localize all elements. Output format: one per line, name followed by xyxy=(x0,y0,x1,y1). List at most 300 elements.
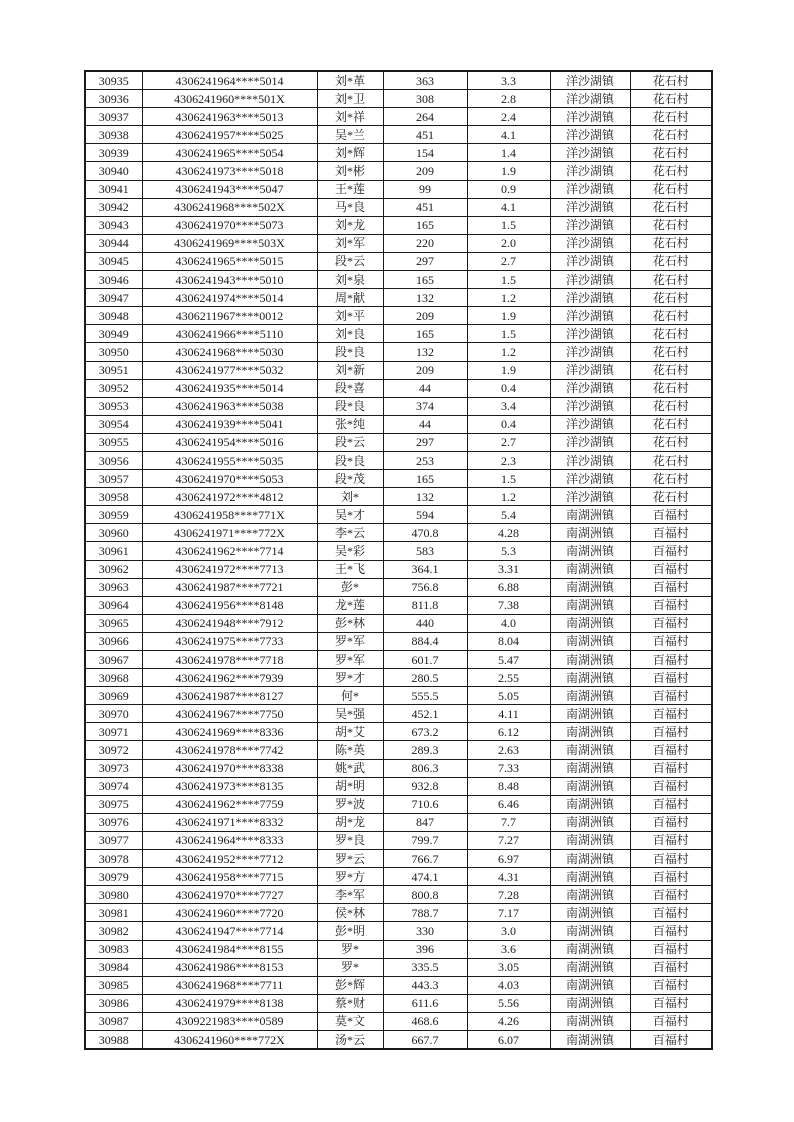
cell-village: 百福村 xyxy=(630,596,712,614)
cell-id-number: 4306241956****8148 xyxy=(142,596,317,614)
table-row xyxy=(85,1012,712,1030)
cell-seq: 30970 xyxy=(85,705,142,723)
cell-seq: 30953 xyxy=(85,397,142,415)
cell-name: 刘*彬 xyxy=(317,162,383,180)
cell-id-number: 4306241962****7939 xyxy=(142,669,317,687)
cell-amount: 297 xyxy=(383,252,467,270)
table-row xyxy=(85,252,712,270)
table-row xyxy=(85,162,712,180)
cell-id-number: 4306241964****8333 xyxy=(142,831,317,849)
table-row xyxy=(85,958,712,976)
table-row xyxy=(85,813,712,831)
table-row xyxy=(85,542,712,560)
cell-name: 胡*龙 xyxy=(317,813,383,831)
cell-rate: 2.63 xyxy=(467,741,550,759)
cell-name: 刘*祥 xyxy=(317,108,383,126)
cell-village: 花石村 xyxy=(630,379,712,397)
cell-amount: 594 xyxy=(383,506,467,524)
cell-id-number: 4306211967****0012 xyxy=(142,307,317,325)
cell-rate: 4.11 xyxy=(467,705,550,723)
cell-town: 洋沙湖镇 xyxy=(550,379,630,397)
cell-amount: 806.3 xyxy=(383,759,467,777)
cell-rate: 0.4 xyxy=(467,415,550,433)
table-row xyxy=(85,488,712,506)
cell-name: 周*献 xyxy=(317,289,383,307)
cell-id-number: 4306241948****7912 xyxy=(142,614,317,632)
cell-name: 段*云 xyxy=(317,433,383,451)
cell-seq: 30988 xyxy=(85,1030,142,1049)
table-row xyxy=(85,560,712,578)
cell-id-number: 4306241978****7718 xyxy=(142,651,317,669)
cell-town: 洋沙湖镇 xyxy=(550,488,630,506)
cell-seq: 30951 xyxy=(85,361,142,379)
cell-town: 南湖洲镇 xyxy=(550,614,630,632)
cell-amount: 756.8 xyxy=(383,578,467,596)
cell-seq: 30949 xyxy=(85,325,142,343)
cell-village: 百福村 xyxy=(630,904,712,922)
cell-id-number: 4306241939****5041 xyxy=(142,415,317,433)
cell-rate: 5.05 xyxy=(467,687,550,705)
cell-seq: 30945 xyxy=(85,252,142,270)
cell-rate: 1.9 xyxy=(467,307,550,325)
cell-rate: 1.4 xyxy=(467,144,550,162)
cell-rate: 2.55 xyxy=(467,669,550,687)
cell-amount: 440 xyxy=(383,614,467,632)
cell-seq: 30947 xyxy=(85,289,142,307)
cell-village: 百福村 xyxy=(630,795,712,813)
cell-id-number: 4306241947****7714 xyxy=(142,922,317,940)
cell-town: 南湖洲镇 xyxy=(550,596,630,614)
cell-amount: 766.7 xyxy=(383,850,467,868)
cell-name: 刘*军 xyxy=(317,234,383,252)
cell-rate: 7.28 xyxy=(467,886,550,904)
cell-village: 百福村 xyxy=(630,976,712,994)
cell-rate: 1.5 xyxy=(467,271,550,289)
cell-amount: 44 xyxy=(383,415,467,433)
cell-rate: 0.4 xyxy=(467,379,550,397)
cell-amount: 788.7 xyxy=(383,904,467,922)
cell-town: 洋沙湖镇 xyxy=(550,361,630,379)
cell-id-number: 4306241962****7714 xyxy=(142,542,317,560)
cell-name: 段*良 xyxy=(317,343,383,361)
cell-village: 百福村 xyxy=(630,1012,712,1030)
cell-name: 罗*军 xyxy=(317,632,383,650)
cell-village: 百福村 xyxy=(630,687,712,705)
table-row xyxy=(85,271,712,289)
cell-name: 段*良 xyxy=(317,451,383,469)
cell-name: 罗* xyxy=(317,940,383,958)
cell-id-number: 4306241963****5013 xyxy=(142,108,317,126)
table-row xyxy=(85,669,712,687)
cell-seq: 30965 xyxy=(85,614,142,632)
table-row xyxy=(85,705,712,723)
cell-name: 罗*云 xyxy=(317,850,383,868)
cell-seq: 30961 xyxy=(85,542,142,560)
cell-town: 洋沙湖镇 xyxy=(550,108,630,126)
table-row xyxy=(85,289,712,307)
cell-seq: 30982 xyxy=(85,922,142,940)
cell-rate: 7.38 xyxy=(467,596,550,614)
cell-rate: 3.05 xyxy=(467,958,550,976)
table-row xyxy=(85,108,712,126)
cell-seq: 30941 xyxy=(85,180,142,198)
cell-amount: 99 xyxy=(383,180,467,198)
cell-amount: 474.1 xyxy=(383,868,467,886)
cell-id-number: 4306241960****7720 xyxy=(142,904,317,922)
cell-town: 南湖洲镇 xyxy=(550,813,630,831)
cell-amount: 44 xyxy=(383,379,467,397)
table-row xyxy=(85,795,712,813)
cell-amount: 396 xyxy=(383,940,467,958)
cell-town: 南湖洲镇 xyxy=(550,904,630,922)
cell-name: 陈*英 xyxy=(317,741,383,759)
cell-village: 百福村 xyxy=(630,868,712,886)
cell-id-number: 4306241965****5054 xyxy=(142,144,317,162)
cell-id-number: 4306241954****5016 xyxy=(142,433,317,451)
cell-amount: 555.5 xyxy=(383,687,467,705)
cell-name: 李*云 xyxy=(317,524,383,542)
cell-seq: 30938 xyxy=(85,126,142,144)
cell-amount: 451 xyxy=(383,198,467,216)
cell-amount: 443.3 xyxy=(383,976,467,994)
cell-seq: 30963 xyxy=(85,578,142,596)
table-row xyxy=(85,415,712,433)
cell-seq: 30967 xyxy=(85,651,142,669)
cell-id-number: 4306241984****8155 xyxy=(142,940,317,958)
cell-id-number: 4306241978****7742 xyxy=(142,741,317,759)
cell-seq: 30942 xyxy=(85,198,142,216)
cell-seq: 30972 xyxy=(85,741,142,759)
cell-seq: 30983 xyxy=(85,940,142,958)
cell-rate: 1.9 xyxy=(467,361,550,379)
cell-amount: 289.3 xyxy=(383,741,467,759)
cell-town: 南湖洲镇 xyxy=(550,741,630,759)
cell-village: 花石村 xyxy=(630,307,712,325)
table-row xyxy=(85,976,712,994)
cell-rate: 5.47 xyxy=(467,651,550,669)
cell-rate: 4.1 xyxy=(467,198,550,216)
cell-id-number: 4306241955****5035 xyxy=(142,451,317,469)
cell-name: 罗*军 xyxy=(317,651,383,669)
cell-town: 洋沙湖镇 xyxy=(550,451,630,469)
cell-id-number: 4306241986****8153 xyxy=(142,958,317,976)
cell-amount: 209 xyxy=(383,307,467,325)
cell-village: 花石村 xyxy=(630,234,712,252)
cell-amount: 710.6 xyxy=(383,795,467,813)
table-row xyxy=(85,343,712,361)
table-row xyxy=(85,886,712,904)
cell-town: 洋沙湖镇 xyxy=(550,289,630,307)
cell-town: 南湖洲镇 xyxy=(550,632,630,650)
cell-name: 刘*新 xyxy=(317,361,383,379)
cell-rate: 3.31 xyxy=(467,560,550,578)
cell-seq: 30975 xyxy=(85,795,142,813)
cell-rate: 5.56 xyxy=(467,994,550,1012)
cell-town: 洋沙湖镇 xyxy=(550,433,630,451)
benefit-table xyxy=(84,70,713,1050)
table-row xyxy=(85,524,712,542)
cell-amount: 611.6 xyxy=(383,994,467,1012)
cell-town: 洋沙湖镇 xyxy=(550,71,630,90)
cell-seq: 30979 xyxy=(85,868,142,886)
table-row xyxy=(85,198,712,216)
cell-rate: 6.07 xyxy=(467,1030,550,1049)
cell-id-number: 4306241960****772X xyxy=(142,1030,317,1049)
cell-name: 彭*辉 xyxy=(317,976,383,994)
table-row xyxy=(85,470,712,488)
cell-village: 百福村 xyxy=(630,777,712,795)
cell-name: 刘* xyxy=(317,488,383,506)
cell-rate: 6.88 xyxy=(467,578,550,596)
cell-name: 李*军 xyxy=(317,886,383,904)
cell-rate: 7.7 xyxy=(467,813,550,831)
cell-seq: 30958 xyxy=(85,488,142,506)
cell-id-number: 4306241970****5073 xyxy=(142,216,317,234)
cell-seq: 30944 xyxy=(85,234,142,252)
cell-town: 南湖洲镇 xyxy=(550,723,630,741)
cell-town: 洋沙湖镇 xyxy=(550,397,630,415)
cell-village: 花石村 xyxy=(630,162,712,180)
table-row xyxy=(85,940,712,958)
cell-seq: 30981 xyxy=(85,904,142,922)
cell-seq: 30977 xyxy=(85,831,142,849)
cell-name: 莫*文 xyxy=(317,1012,383,1030)
cell-rate: 8.04 xyxy=(467,632,550,650)
table-row xyxy=(85,71,712,90)
cell-village: 花石村 xyxy=(630,397,712,415)
cell-seq: 30939 xyxy=(85,144,142,162)
cell-town: 南湖洲镇 xyxy=(550,578,630,596)
cell-village: 百福村 xyxy=(630,831,712,849)
cell-village: 花石村 xyxy=(630,126,712,144)
cell-seq: 30935 xyxy=(85,71,142,90)
cell-town: 南湖洲镇 xyxy=(550,922,630,940)
table-row xyxy=(85,433,712,451)
cell-name: 罗*才 xyxy=(317,669,383,687)
cell-seq: 30986 xyxy=(85,994,142,1012)
table-row xyxy=(85,831,712,849)
cell-rate: 3.0 xyxy=(467,922,550,940)
cell-name: 吴*才 xyxy=(317,506,383,524)
cell-amount: 308 xyxy=(383,90,467,108)
cell-amount: 132 xyxy=(383,289,467,307)
cell-town: 南湖洲镇 xyxy=(550,976,630,994)
cell-id-number: 4306241958****7715 xyxy=(142,868,317,886)
cell-amount: 451 xyxy=(383,126,467,144)
cell-town: 南湖洲镇 xyxy=(550,705,630,723)
cell-name: 何* xyxy=(317,687,383,705)
cell-amount: 165 xyxy=(383,216,467,234)
cell-id-number: 4306241973****5018 xyxy=(142,162,317,180)
cell-village: 花石村 xyxy=(630,180,712,198)
table-row xyxy=(85,451,712,469)
cell-amount: 264 xyxy=(383,108,467,126)
table-row xyxy=(85,361,712,379)
cell-village: 花石村 xyxy=(630,90,712,108)
cell-amount: 363 xyxy=(383,71,467,90)
cell-name: 刘*龙 xyxy=(317,216,383,234)
cell-town: 洋沙湖镇 xyxy=(550,325,630,343)
cell-seq: 30956 xyxy=(85,451,142,469)
cell-name: 马*良 xyxy=(317,198,383,216)
cell-village: 花石村 xyxy=(630,325,712,343)
cell-village: 花石村 xyxy=(630,451,712,469)
cell-town: 南湖洲镇 xyxy=(550,868,630,886)
table-row xyxy=(85,868,712,886)
cell-seq: 30937 xyxy=(85,108,142,126)
cell-seq: 30987 xyxy=(85,1012,142,1030)
cell-rate: 8.48 xyxy=(467,777,550,795)
cell-town: 洋沙湖镇 xyxy=(550,144,630,162)
cell-village: 百福村 xyxy=(630,669,712,687)
cell-rate: 4.28 xyxy=(467,524,550,542)
cell-id-number: 4306241970****7727 xyxy=(142,886,317,904)
cell-name: 刘*平 xyxy=(317,307,383,325)
cell-town: 南湖洲镇 xyxy=(550,850,630,868)
cell-village: 百福村 xyxy=(630,560,712,578)
cell-town: 洋沙湖镇 xyxy=(550,343,630,361)
cell-amount: 847 xyxy=(383,813,467,831)
cell-name: 段*茂 xyxy=(317,470,383,488)
cell-town: 洋沙湖镇 xyxy=(550,234,630,252)
cell-rate: 1.9 xyxy=(467,162,550,180)
cell-rate: 3.6 xyxy=(467,940,550,958)
cell-town: 洋沙湖镇 xyxy=(550,162,630,180)
table-row xyxy=(85,614,712,632)
cell-name: 段*良 xyxy=(317,397,383,415)
cell-village: 百福村 xyxy=(630,940,712,958)
cell-rate: 6.12 xyxy=(467,723,550,741)
cell-amount: 601.7 xyxy=(383,651,467,669)
cell-seq: 30966 xyxy=(85,632,142,650)
cell-town: 洋沙湖镇 xyxy=(550,470,630,488)
cell-amount: 470.8 xyxy=(383,524,467,542)
table-row xyxy=(85,759,712,777)
table-row xyxy=(85,379,712,397)
cell-seq: 30973 xyxy=(85,759,142,777)
cell-village: 百福村 xyxy=(630,651,712,669)
cell-name: 侯*林 xyxy=(317,904,383,922)
cell-id-number: 4306241971****8332 xyxy=(142,813,317,831)
table-row xyxy=(85,723,712,741)
cell-id-number: 4306241968****7711 xyxy=(142,976,317,994)
cell-village: 百福村 xyxy=(630,506,712,524)
cell-amount: 799.7 xyxy=(383,831,467,849)
cell-rate: 6.46 xyxy=(467,795,550,813)
cell-town: 南湖洲镇 xyxy=(550,994,630,1012)
cell-rate: 4.0 xyxy=(467,614,550,632)
cell-amount: 165 xyxy=(383,325,467,343)
cell-id-number: 4306241977****5032 xyxy=(142,361,317,379)
cell-village: 花石村 xyxy=(630,252,712,270)
cell-amount: 884.4 xyxy=(383,632,467,650)
cell-seq: 30980 xyxy=(85,886,142,904)
cell-name: 王*飞 xyxy=(317,560,383,578)
cell-rate: 1.2 xyxy=(467,289,550,307)
cell-rate: 1.5 xyxy=(467,325,550,343)
table-row xyxy=(85,850,712,868)
table-row xyxy=(85,144,712,162)
cell-id-number: 4306241963****5038 xyxy=(142,397,317,415)
cell-amount: 165 xyxy=(383,271,467,289)
cell-amount: 330 xyxy=(383,922,467,940)
cell-seq: 30960 xyxy=(85,524,142,542)
cell-id-number: 4306241969****8336 xyxy=(142,723,317,741)
cell-amount: 583 xyxy=(383,542,467,560)
cell-id-number: 4306241987****7721 xyxy=(142,578,317,596)
table-row xyxy=(85,777,712,795)
cell-id-number: 4306241979****8138 xyxy=(142,994,317,1012)
cell-rate: 4.1 xyxy=(467,126,550,144)
table-row xyxy=(85,307,712,325)
cell-village: 百福村 xyxy=(630,886,712,904)
cell-name: 汤*云 xyxy=(317,1030,383,1049)
cell-name: 刘*革 xyxy=(317,71,383,90)
cell-rate: 4.03 xyxy=(467,976,550,994)
table-row xyxy=(85,216,712,234)
cell-id-number: 4306241952****7712 xyxy=(142,850,317,868)
cell-amount: 452.1 xyxy=(383,705,467,723)
cell-village: 百福村 xyxy=(630,614,712,632)
cell-amount: 220 xyxy=(383,234,467,252)
table-row xyxy=(85,994,712,1012)
cell-id-number: 4306241973****8135 xyxy=(142,777,317,795)
table-row xyxy=(85,578,712,596)
table-row xyxy=(85,90,712,108)
cell-amount: 165 xyxy=(383,470,467,488)
cell-rate: 1.5 xyxy=(467,470,550,488)
cell-seq: 30971 xyxy=(85,723,142,741)
cell-amount: 280.5 xyxy=(383,669,467,687)
cell-town: 洋沙湖镇 xyxy=(550,90,630,108)
cell-name: 胡*明 xyxy=(317,777,383,795)
cell-rate: 3.4 xyxy=(467,397,550,415)
cell-name: 彭* xyxy=(317,578,383,596)
cell-town: 南湖洲镇 xyxy=(550,886,630,904)
cell-seq: 30954 xyxy=(85,415,142,433)
cell-rate: 5.3 xyxy=(467,542,550,560)
cell-name: 蔡*财 xyxy=(317,994,383,1012)
table-row xyxy=(85,922,712,940)
cell-seq: 30943 xyxy=(85,216,142,234)
cell-id-number: 4306241968****502X xyxy=(142,198,317,216)
cell-id-number: 4306241943****5047 xyxy=(142,180,317,198)
cell-seq: 30955 xyxy=(85,433,142,451)
cell-seq: 30969 xyxy=(85,687,142,705)
cell-rate: 1.2 xyxy=(467,488,550,506)
cell-rate: 4.26 xyxy=(467,1012,550,1030)
cell-name: 彭*明 xyxy=(317,922,383,940)
cell-id-number: 4306241972****7713 xyxy=(142,560,317,578)
cell-name: 罗*波 xyxy=(317,795,383,813)
cell-town: 洋沙湖镇 xyxy=(550,216,630,234)
cell-seq: 30940 xyxy=(85,162,142,180)
cell-rate: 1.2 xyxy=(467,343,550,361)
cell-town: 南湖洲镇 xyxy=(550,1012,630,1030)
cell-name: 吴*彩 xyxy=(317,542,383,560)
cell-id-number: 4306241967****7750 xyxy=(142,705,317,723)
cell-amount: 811.8 xyxy=(383,596,467,614)
cell-town: 南湖洲镇 xyxy=(550,542,630,560)
table-row xyxy=(85,904,712,922)
cell-amount: 209 xyxy=(383,162,467,180)
cell-id-number: 4306241943****5010 xyxy=(142,271,317,289)
cell-town: 南湖洲镇 xyxy=(550,759,630,777)
cell-id-number: 4306241960****501X xyxy=(142,90,317,108)
cell-name: 胡*艾 xyxy=(317,723,383,741)
cell-id-number: 4306241964****5014 xyxy=(142,71,317,90)
cell-id-number: 4306241958****771X xyxy=(142,506,317,524)
